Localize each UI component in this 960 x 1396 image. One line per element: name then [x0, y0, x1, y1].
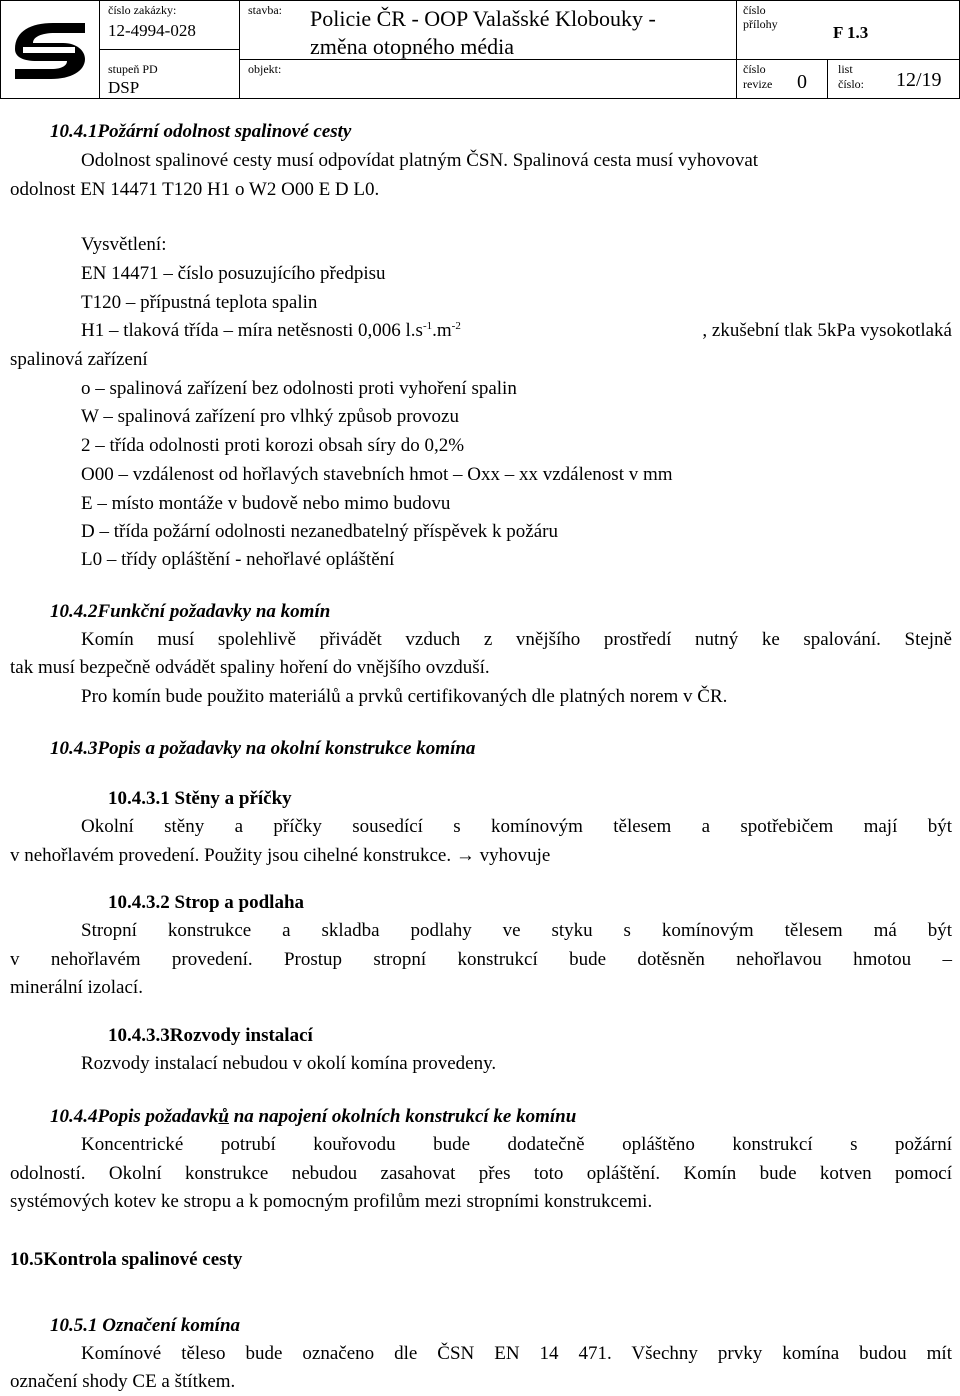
- justified-text: Koncentrické potrubí kouřovodu bude dodatečně opláštěno konstrukcí s požární: [81, 1134, 952, 1155]
- paragraph-line: odolnost EN 14471 T120 H1 o W2 O00 E D L0.: [10, 179, 380, 200]
- building-line-2: změna otopného média: [310, 34, 515, 59]
- building-label: stavba:: [248, 3, 282, 17]
- paragraph-line: Odolnost spalinové cesty musí odpovídat platným ČSN. Spalinová cesta musí vyhovovat: [81, 150, 759, 171]
- superscript: -2: [451, 320, 461, 332]
- explanation-item-continued: spalinová zařízení: [10, 349, 148, 370]
- paragraph-line: [81, 916, 952, 945]
- attachment-value: F 1.3: [833, 23, 869, 42]
- section-heading-10-4-3: 10.4.3Popis a požadavky na okolní konstrukce komína: [50, 738, 476, 759]
- object-cell: [239, 59, 737, 99]
- revision-value: 0: [797, 71, 807, 93]
- explanation-item: 2 – třída odolnosti proti korozi obsah síry do 0,2%: [81, 435, 465, 456]
- text-run: ů: [218, 1106, 229, 1127]
- contract-value: 12-4994-028: [108, 21, 196, 40]
- paragraph-line: [81, 812, 952, 841]
- section-heading-10-5-1: 10.5.1 Označení komína: [50, 1315, 241, 1336]
- explanation-item: E – místo montáže v budově nebo mimo budovu: [81, 493, 451, 514]
- title-block: [0, 0, 960, 99]
- explanation-item: O00 – vzdálenost od hořlavých stavebních hmot – Oxx – xx vzdálenost v mm: [81, 464, 673, 485]
- explanation-item: T120 – přípustná teplota spalin: [81, 292, 318, 313]
- object-label: objekt:: [248, 62, 282, 76]
- paragraph-line: v nehořlavém provedení. Použity jsou cihelné konstrukce. → vyhovuje: [10, 845, 551, 866]
- paragraph-line: Pro komín bude použito materiálů a prvků certifikovaných dle platných norem v ČR.: [81, 686, 728, 707]
- explanation-heading: Vysvětlení:: [81, 234, 167, 255]
- paragraph-line: [81, 1339, 952, 1368]
- section-heading-10-4-2: 10.4.2Funkční požadavky na komín: [50, 601, 331, 622]
- paragraph-line: systémových kotev ke stropu a k pomocným profilům mezi stropními konstrukcemi.: [10, 1191, 653, 1212]
- paragraph-line: [10, 1159, 952, 1188]
- explanation-item: D – třída požární odolnosti nezanedbatelný příspěvek k požáru: [81, 521, 558, 542]
- justified-text: Komín musí spolehlivě přivádět vzduch z vnějšího prostředí nutný ke spalování. Stejně: [81, 629, 952, 650]
- text-run: 10.4.4Popis požadavk: [50, 1106, 219, 1127]
- paragraph-line: [10, 945, 952, 974]
- paragraph-line: minerální izolací.: [10, 977, 143, 998]
- section-heading-10-4-4: [50, 1102, 576, 1131]
- superscript: -1: [422, 320, 433, 332]
- revision-label-2: revize: [743, 77, 773, 91]
- paragraph-line: označení shody CE a štítkem.: [10, 1371, 236, 1392]
- explanation-item: o – spalinová zařízení bez odolnosti proti vyhoření spalin: [81, 378, 517, 399]
- justified-text: Okolní stěny a příčky sousedící s komínovým tělesem a spotřebičem mají být: [81, 816, 952, 837]
- section-heading-10-4-3-2: 10.4.3.2 Strop a podlaha: [108, 892, 305, 913]
- attachment-label-1: číslo: [743, 3, 766, 17]
- sheet-label-1: list: [838, 62, 853, 76]
- section-heading-10-4-3-3: 10.4.3.3Rozvody instalací: [108, 1025, 313, 1046]
- section-heading-10-4-1: 10.4.1Požární odolnost spalinové cesty: [50, 121, 352, 142]
- paragraph-line: Rozvody instalací nebudou v okolí komína provedeny.: [81, 1053, 497, 1074]
- stage-value: DSP: [108, 78, 140, 97]
- contract-label: číslo zakázky:: [108, 3, 177, 17]
- contract-cell: [99, 0, 240, 50]
- text-run: .m: [432, 320, 452, 341]
- attachment-cell: [736, 0, 960, 60]
- revision-label-1: číslo: [743, 62, 766, 76]
- explanation-item: EN 14471 – číslo posuzujícího předpisu: [81, 263, 386, 284]
- sheet-label-2: číslo:: [838, 77, 864, 91]
- explanation-item-part: , zkušební tlak 5kPa vysokotlaká: [702, 320, 952, 341]
- logo-cell: [0, 0, 100, 99]
- revision-cell: [736, 59, 828, 99]
- paragraph-line: [81, 625, 952, 654]
- justified-text: Komínové těleso bude označeno dle ČSN EN 14 471. Všechny prvky komína budou mít: [81, 1343, 952, 1364]
- building-line-1: Policie ČR - OOP Valašské Klobouky -: [310, 6, 656, 31]
- building-cell: [239, 0, 737, 60]
- explanation-item-part: [81, 316, 461, 345]
- company-logo-icon: [1, 1, 99, 98]
- explanation-item: W – spalinová zařízení pro vlhký způsob provozu: [81, 406, 459, 427]
- text-run: na napojení okolních konstrukcí ke komínu: [228, 1106, 577, 1127]
- stage-label: stupeň PD: [108, 62, 158, 76]
- justified-text: v nehořlavém provedení. Prostup stropní konstrukcí bude dotěsněn nehořlavou hmotou –: [10, 949, 952, 970]
- paragraph-line: tak musí bezpečně odvádět spaliny hoření do vnějšího ovzduší.: [10, 657, 490, 678]
- section-heading-10-5: 10.5Kontrola spalinové cesty: [10, 1249, 243, 1270]
- attachment-label-2: přílohy: [743, 17, 778, 31]
- sheet-value: 12/19: [896, 69, 942, 91]
- sheet-cell: [827, 59, 960, 99]
- justified-text: odolností. Okolní konstrukce nebudou zasahovat přes toto opláštění. Komín bude kotven pomocí: [10, 1163, 952, 1184]
- stage-cell: [99, 49, 240, 99]
- paragraph-line: [81, 1130, 952, 1159]
- explanation-item: [81, 316, 952, 345]
- justified-text: Stropní konstrukce a skladba podlahy ve styku s komínovým tělesem má být: [81, 920, 952, 941]
- explanation-item: L0 – třídy opláštění - nehořlavé opláštění: [81, 549, 395, 570]
- section-heading-10-4-3-1: 10.4.3.1 Stěny a příčky: [108, 788, 292, 809]
- text-run: H1 – tlaková třída – míra netěsnosti 0,006 l.s: [81, 320, 423, 341]
